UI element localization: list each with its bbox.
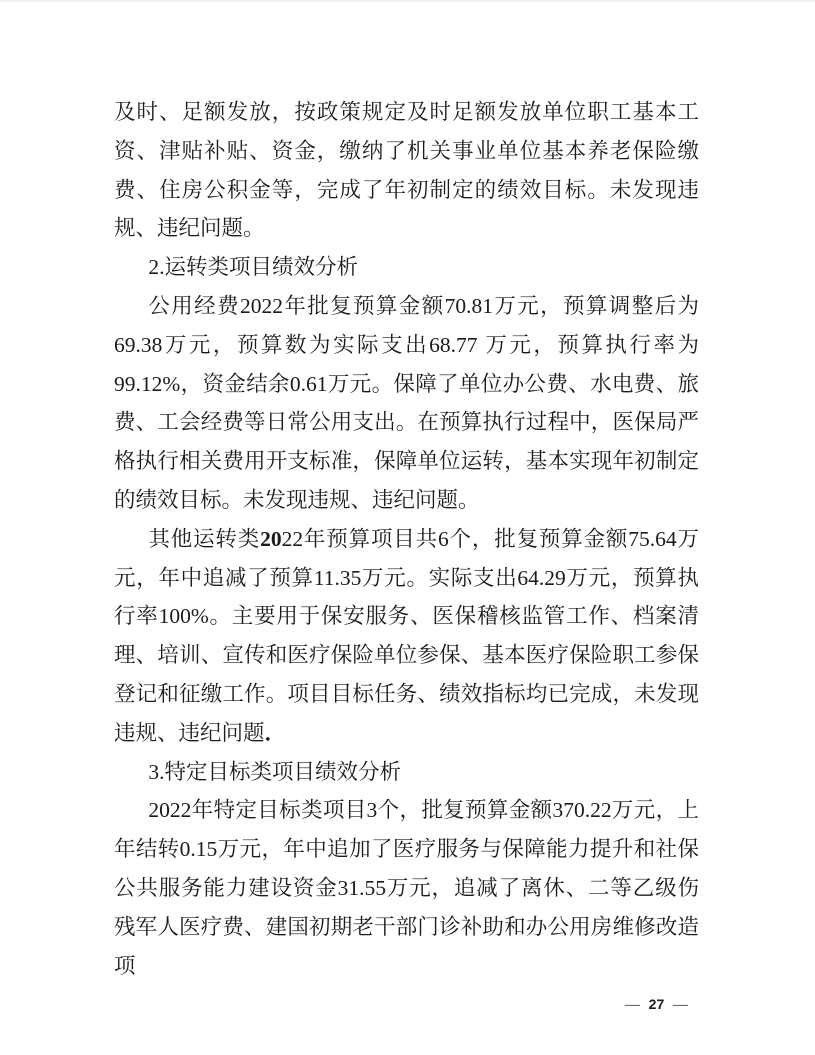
page-number: 27 bbox=[648, 996, 665, 1012]
paragraph bbox=[114, 93, 699, 248]
text-run: 2022年特定目标类项目3个，批复预算金额370.22万元，上年结转0.15万元，年中追加了医疗服务与保障能力提升和社保公共服务能力建设资金31.55万元，追减了离休、二等乙级伤残军人医疗费、建国初期老干部门诊补助和办公用房维修改造项 bbox=[114, 798, 699, 978]
paragraph bbox=[114, 287, 699, 520]
section-heading bbox=[114, 248, 699, 287]
paragraph bbox=[114, 791, 699, 985]
section-heading bbox=[114, 753, 699, 792]
text-run: 公用经费2022年批复预算金额70.81万元，预算调整后为69.38万元，预算数为实际支出68.77 万元，预算执行率为99.12%，资金结余0.61万元。保障了单位办公费、水电费、旅费、工会经费等日常公用支出。在预算执行过程中，医保局严格执行相关费用开支标准，保障单位运转，基本实现年初制定的绩效目标。未发现违规、违纪问题。 bbox=[114, 293, 699, 512]
footer-dash-left: — bbox=[624, 997, 640, 1013]
text-run: 3.特定目标类项目绩效分析 bbox=[148, 759, 402, 784]
text-run: 其他运转类 bbox=[148, 526, 261, 551]
footer-dash-right: — bbox=[673, 997, 688, 1013]
text-run: 2.运转类项目绩效分析 bbox=[148, 255, 359, 280]
scan-edge bbox=[0, 0, 815, 2]
document-body bbox=[114, 93, 699, 985]
bold-text: 20 bbox=[260, 526, 282, 551]
paragraph bbox=[114, 520, 699, 753]
text-run: 及时、足额发放，按政策规定及时足额发放单位职工基本工资、津贴补贴、资金，缴纳了机关事业单位基本养老保险缴费、住房公积金等，完成了年初制定的绩效目标。未发现违规、违纪问题。 bbox=[114, 100, 699, 241]
page-footer bbox=[0, 995, 693, 1014]
text-run: 22年预算项目共6个，批复预算金额75.64万元，年中追减了预算11.35万元。实际支出64.29万元，预算执行率100%。主要用于保安服务、医保稽核监管工作、档案清理、培训、宣传和医疗保险单位参保、基本医疗保险职工参保登记和征缴工作。项目目标任务、绩效指标均已完成，未发现违规、违纪问题 bbox=[114, 526, 699, 745]
bold-text: ． bbox=[264, 720, 287, 745]
